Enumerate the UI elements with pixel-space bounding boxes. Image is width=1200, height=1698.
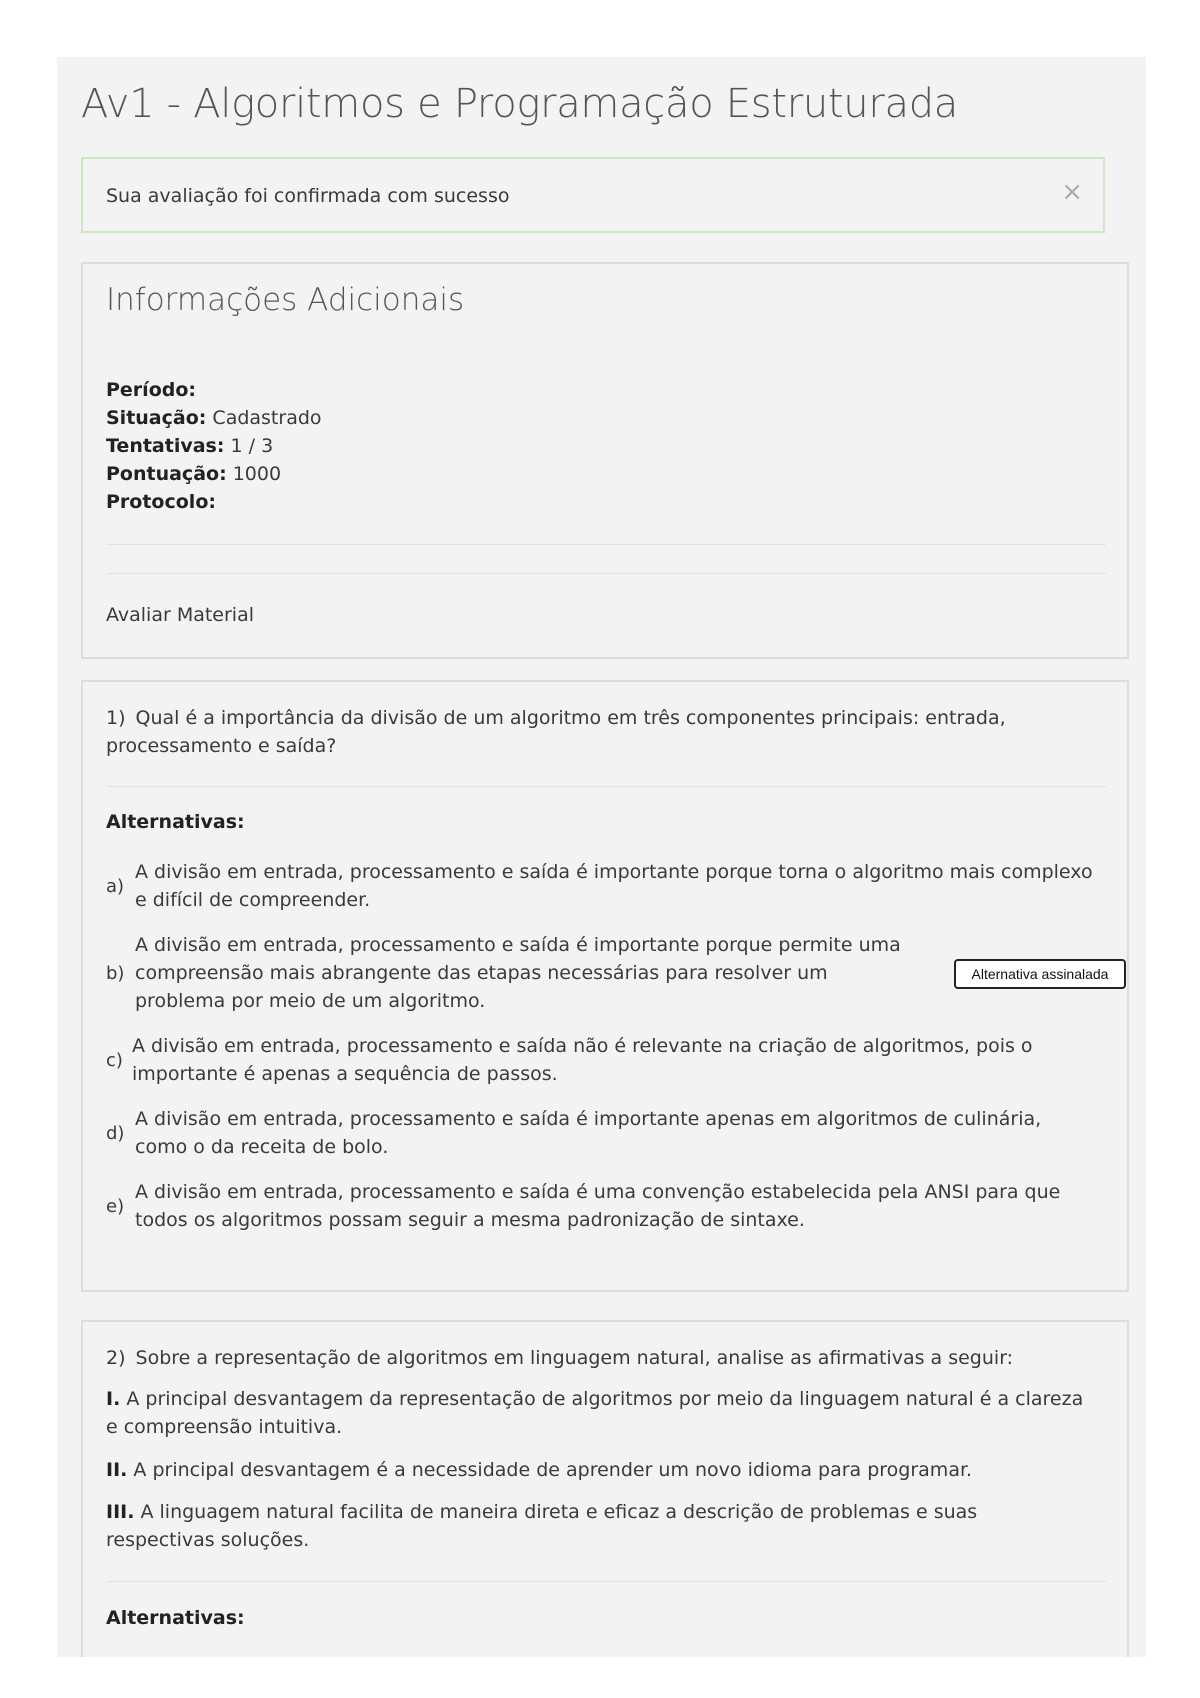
- info-tentativas: [106, 432, 322, 460]
- divider: [106, 544, 1106, 545]
- alternative-text: A divisão em entrada, processamento e saída não é relevante na criação de algoritmos, pois o importante é apenas a sequência de passos.: [132, 1035, 1033, 1085]
- alternative-a[interactable]: [106, 858, 1106, 916]
- info-panel-title: Informações Adicionais: [106, 282, 465, 318]
- statement-ii: [106, 1456, 1086, 1484]
- periodo-label: Período:: [106, 379, 196, 401]
- page-title: Av1 - Algoritmos e Programação Estruturada: [81, 81, 958, 127]
- alternatives-heading: Alternativas:: [106, 1607, 245, 1629]
- alert-message: Sua avaliação foi confirmada com sucesso: [106, 185, 510, 207]
- alternative-c[interactable]: [106, 1032, 1106, 1090]
- tentativas-label: Tentativas:: [106, 435, 225, 457]
- divider: [106, 786, 1106, 787]
- alternative-text: A divisão em entrada, processamento e saída é importante porque permite uma compreensão mais abrangente das etapas necessárias para resolver um problema por meio de um algoritmo.: [135, 934, 901, 1012]
- statement-text: A principal desvantagem é a necessidade de aprender um novo idioma para programar.: [133, 1459, 973, 1481]
- alternative-text: A divisão em entrada, processamento e saída é importante apenas em algoritmos de culinária, como o da receita de bolo.: [135, 1108, 1042, 1158]
- statement-i: [106, 1385, 1086, 1441]
- situacao-value: Cadastrado: [212, 407, 322, 429]
- alternative-b[interactable]: [106, 931, 1109, 1017]
- question-1-panel: [81, 680, 1129, 1292]
- question-2-panel: [81, 1320, 1129, 1657]
- pontuacao-value: 1000: [232, 463, 282, 485]
- divider: [106, 573, 1106, 574]
- protocolo-label: Protocolo:: [106, 491, 216, 513]
- alternatives-heading: Alternativas:: [106, 811, 245, 833]
- question-2-statement: Sobre a representação de algoritmos em linguagem natural, analise as afirmativas a seguir:: [135, 1347, 1014, 1369]
- statement-marker: III.: [106, 1501, 135, 1523]
- divider: [106, 1581, 1106, 1582]
- alternative-text: A divisão em entrada, processamento e saída é importante porque torna o algoritmo mais complexo e difícil de compreender.: [135, 861, 1093, 911]
- page-container: [57, 57, 1146, 1657]
- info-panel: [81, 262, 1129, 659]
- alternative-letter: e): [106, 1196, 125, 1217]
- close-icon[interactable]: ×: [1061, 177, 1083, 207]
- question-1-text: [106, 704, 1086, 760]
- statement-marker: I.: [106, 1388, 121, 1410]
- avaliar-material-link[interactable]: Avaliar Material: [106, 604, 255, 626]
- selected-alternative-badge: Alternativa assinalada: [954, 959, 1126, 989]
- statement-text: A linguagem natural facilita de maneira direta e eficaz a descrição de problemas e suas respectivas soluções.: [106, 1501, 978, 1551]
- question-1-statement: Qual é a importância da divisão de um algoritmo em três componentes principais: entrada, processamento e saída?: [106, 707, 1006, 757]
- info-pontuacao: [106, 460, 322, 488]
- alternative-d[interactable]: [106, 1105, 1106, 1163]
- alternative-letter: b): [106, 963, 125, 984]
- question-2-text: [106, 1344, 1086, 1372]
- success-alert: [81, 157, 1105, 233]
- info-situacao: [106, 404, 322, 432]
- question-1-number: 1): [106, 707, 126, 729]
- statement-marker: II.: [106, 1459, 128, 1481]
- alternative-e[interactable]: [106, 1178, 1106, 1236]
- pontuacao-label: Pontuação:: [106, 463, 227, 485]
- info-list: [106, 376, 322, 516]
- info-periodo: [106, 376, 322, 404]
- statement-text: A principal desvantagem da representação de algoritmos por meio da linguagem natural é a clareza e compreensão intuitiva.: [106, 1388, 1084, 1438]
- info-protocolo: [106, 488, 322, 516]
- tentativas-value: 1 / 3: [230, 435, 274, 457]
- alternative-letter: c): [106, 1050, 123, 1071]
- alternative-text: A divisão em entrada, processamento e saída é uma convenção estabelecida pela ANSI para que todos os algoritmos possam seguir a mesma padronização de sintaxe.: [135, 1181, 1061, 1231]
- statement-iii: [106, 1498, 1086, 1554]
- alternative-letter: d): [106, 1123, 125, 1144]
- situacao-label: Situação:: [106, 407, 207, 429]
- alternative-letter: a): [106, 876, 125, 897]
- question-2-number: 2): [106, 1347, 126, 1369]
